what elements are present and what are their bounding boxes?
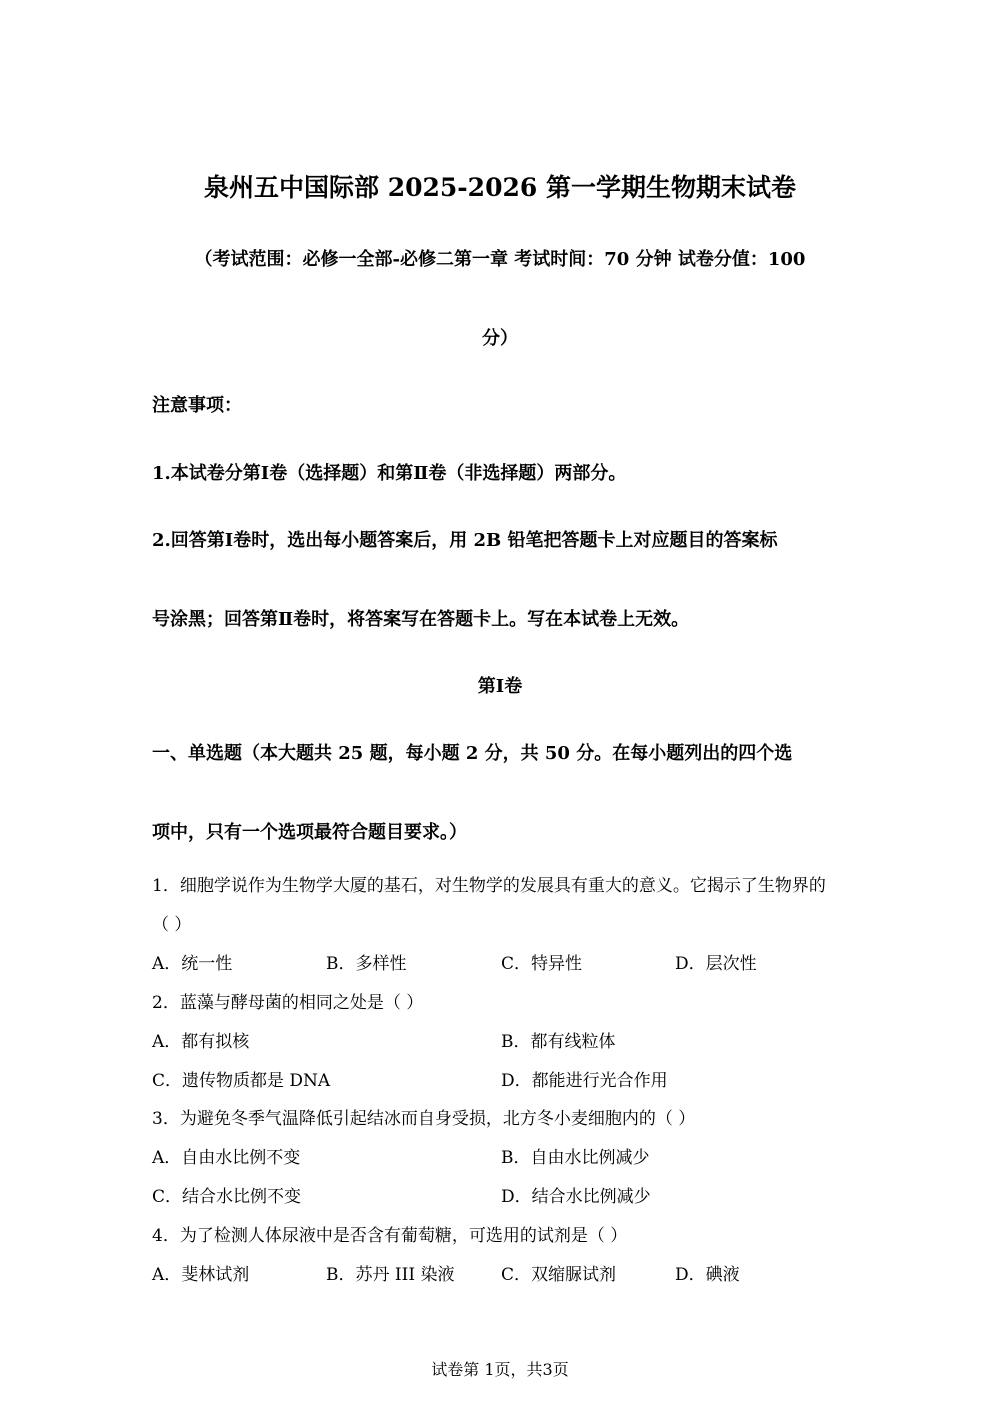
section-heading-line1: 一、单选题（本大题共 25 题，每小题 2 分，共 50 分。在每小题列出的四个选 — [152, 743, 793, 764]
question-4-option-c: C．双缩脲试剂 — [501, 1265, 617, 1285]
question-1-option-a: A．统一性 — [152, 954, 233, 974]
question-3-option-c: C．结合水比例不变 — [152, 1187, 302, 1207]
question-4-option-b: B．苏丹 III 染液 — [326, 1265, 455, 1285]
question-1-option-c: C．特异性 — [501, 954, 583, 974]
question-1-option-d: D．层次性 — [675, 954, 757, 974]
question-4-option-d: D．碘液 — [675, 1265, 740, 1285]
notes-item-2-line1: 2.回答第Ⅰ卷时，选出每小题答案后，用 2B 铅笔把答题卡上对应题目的答案标 — [152, 530, 778, 551]
question-2-option-d: D．都能进行光合作用 — [501, 1071, 668, 1091]
question-4-option-a: A．斐林试剂 — [152, 1265, 250, 1285]
volume-heading: 第Ⅰ卷 — [477, 676, 523, 697]
question-1-option-b: B．多样性 — [326, 954, 407, 974]
question-2-option-b: B．都有线粒体 — [501, 1032, 616, 1052]
page-footer: 试卷第 1页，共3页 — [431, 1360, 569, 1379]
notes-heading: 注意事项： — [152, 395, 242, 416]
question-2-option-c: C．遗传物质都是 DNA — [152, 1071, 331, 1091]
question-2-option-a: A．都有拟核 — [152, 1032, 250, 1052]
exam-subtitle-line2: 分） — [482, 328, 518, 349]
question-3-option-b: B．自由水比例减少 — [501, 1148, 650, 1168]
exam-title: 泉州五中国际部 2025-2026 第一学期生物期末试卷 — [204, 173, 796, 202]
notes-item-2-line2: 号涂黑；回答第Ⅱ卷时，将答案写在答题卡上。写在本试卷上无效。 — [152, 609, 690, 630]
notes-item-1: 1.本试卷分第Ⅰ卷（选择题）和第Ⅱ卷（非选择题）两部分。 — [152, 463, 627, 484]
question-3-option-d: D．结合水比例减少 — [501, 1187, 651, 1207]
question-2-stem: 2．蓝藻与酵母菌的相同之处是（ ） — [152, 993, 424, 1013]
section-heading-line2: 项中，只有一个选项最符合题目要求。） — [152, 822, 467, 843]
question-4-stem: 4．为了检测人体尿液中是否含有葡萄糖，可选用的试剂是（ ） — [152, 1226, 628, 1246]
question-3-stem: 3．为避免冬季气温降低引起结冰而自身受损，北方冬小麦细胞内的（ ） — [152, 1109, 696, 1129]
question-1-stem-blank: （ ） — [152, 915, 192, 935]
question-1-stem: 1．细胞学说作为生物学大厦的基石，对生物学的发展具有重大的意义。它揭示了生物界的 — [152, 876, 826, 896]
question-3-option-a: A．自由水比例不变 — [152, 1148, 301, 1168]
exam-subtitle-line1: （考试范围：必修一全部-必修二第一章 考试时间：70 分钟 试卷分值：100 — [194, 249, 806, 270]
